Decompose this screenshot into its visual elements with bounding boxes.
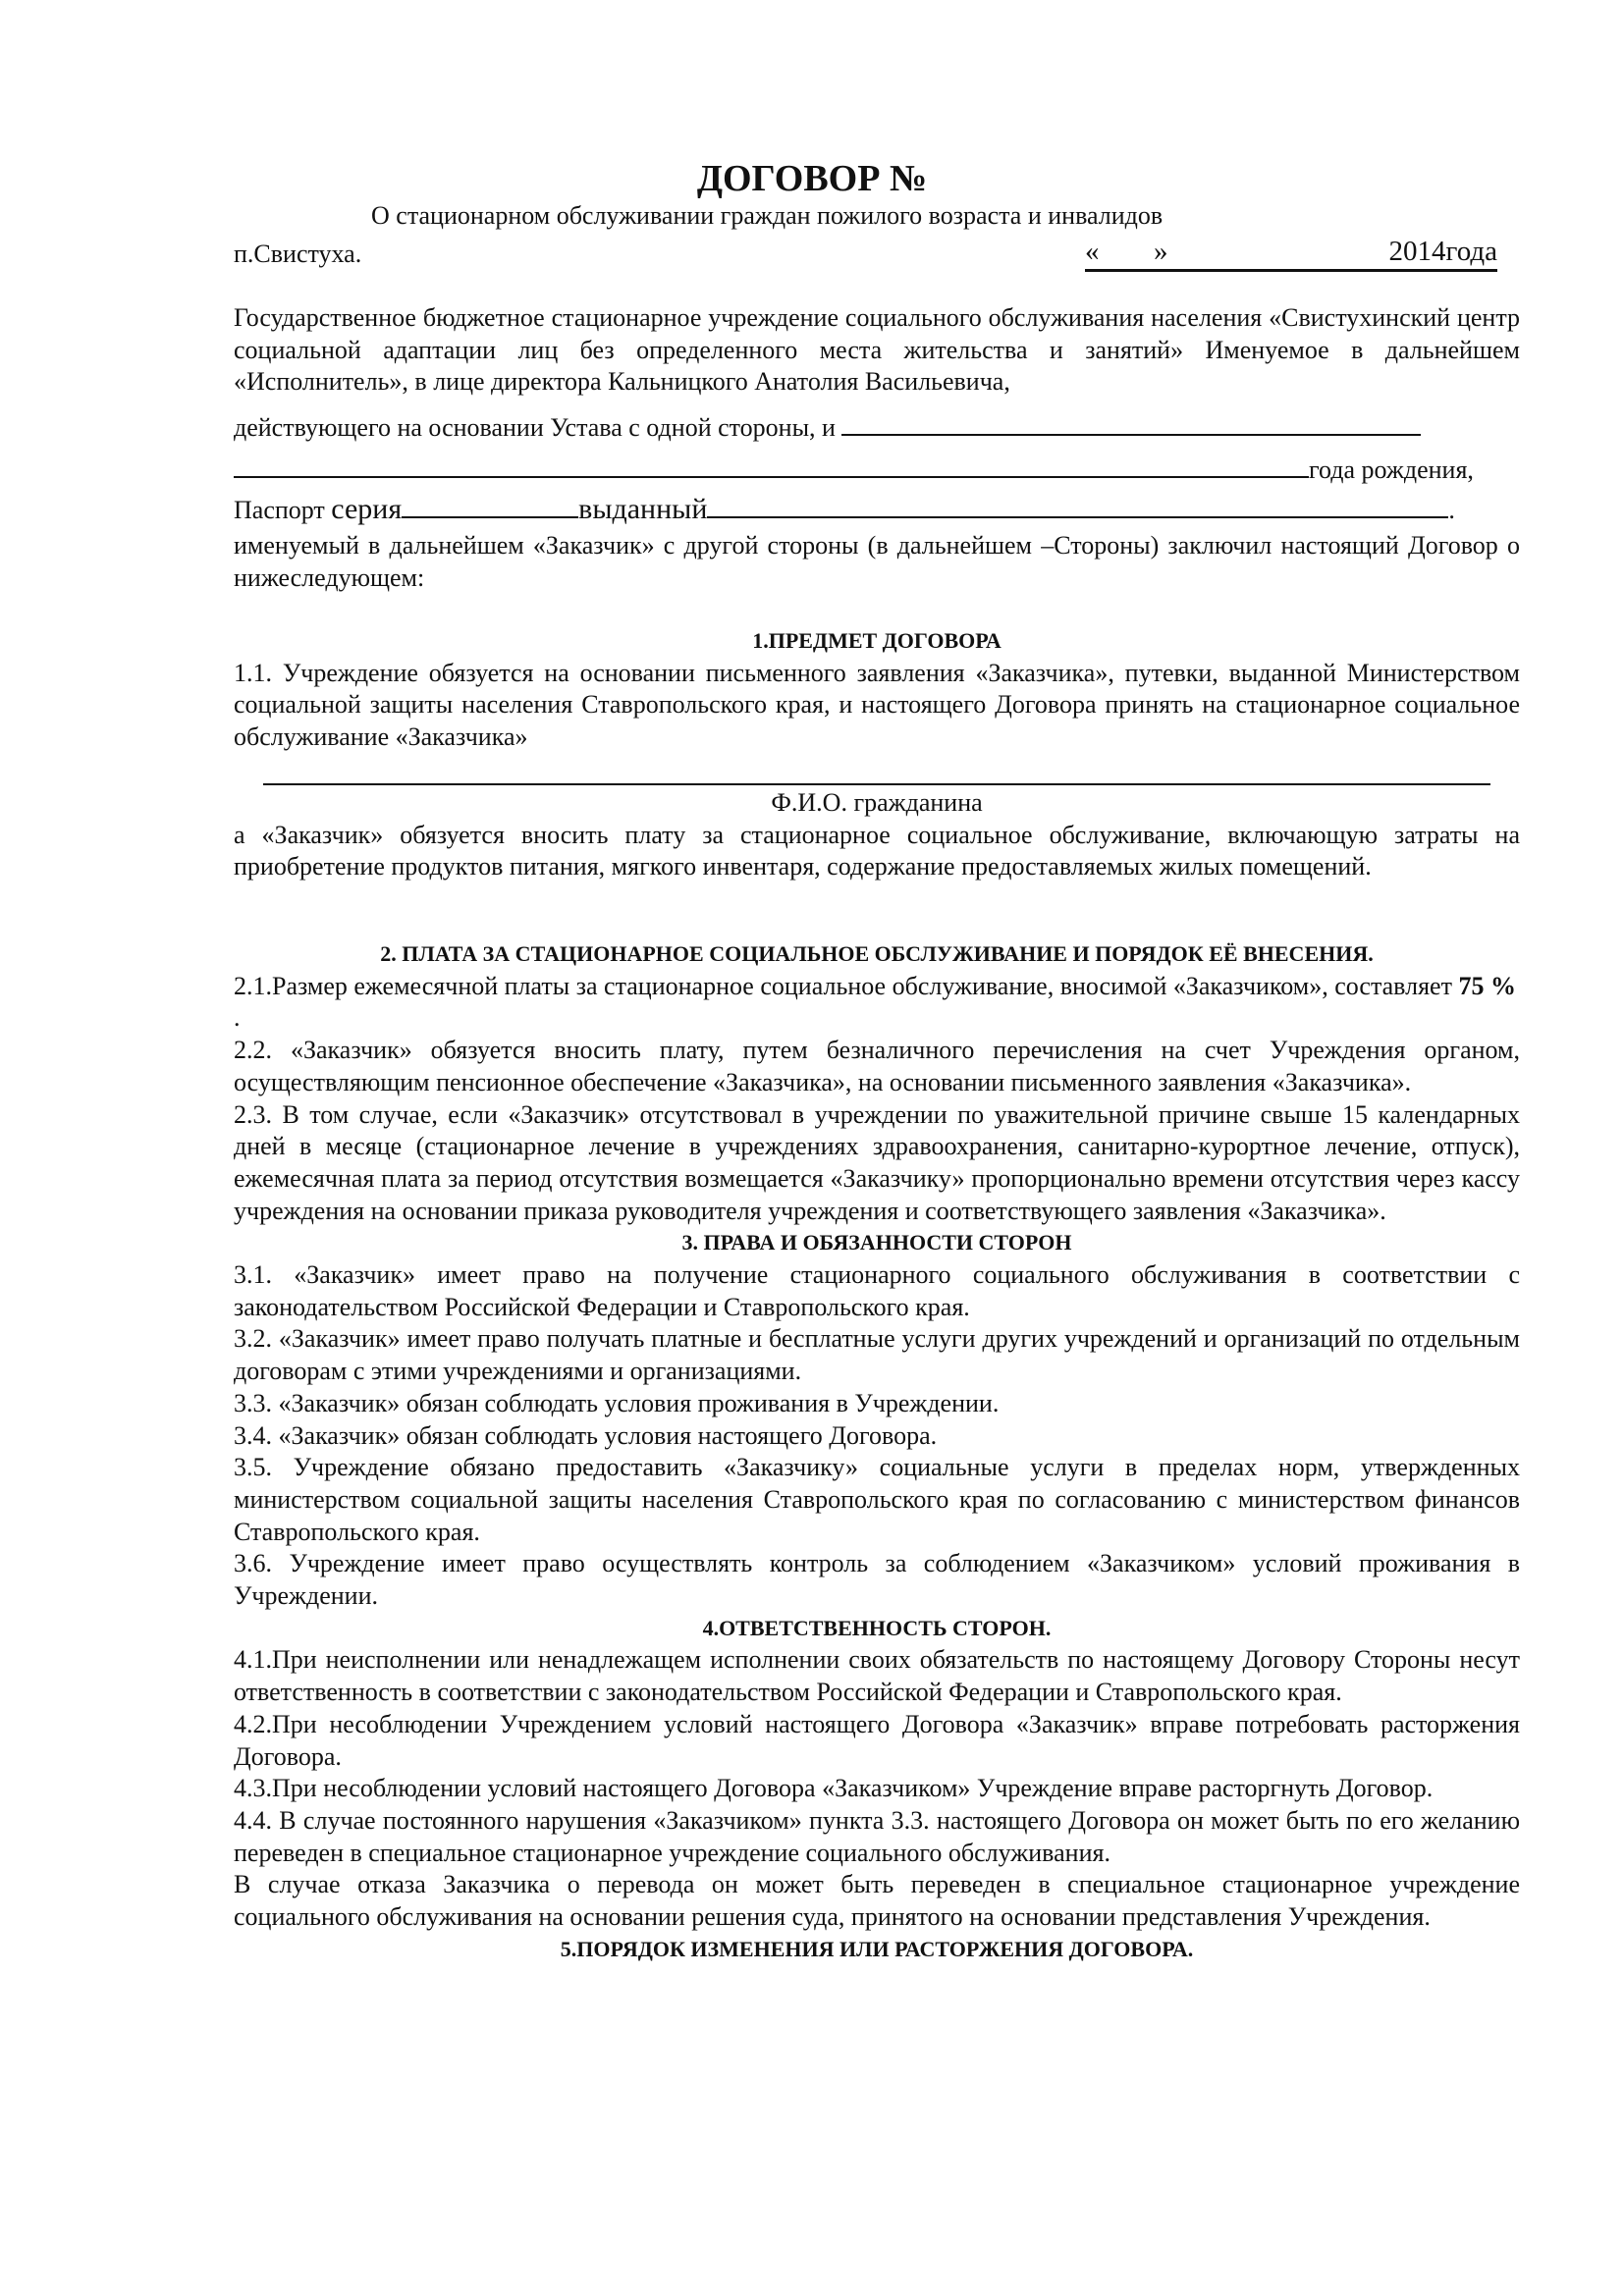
clause-4-4: 4.4. В случае постоянного нарушения «Заказчиком» пункта 3.3. настоящего Договора он может быть по его желанию переведен в специальное стационарное учреждение социального обслуживания.	[234, 1805, 1520, 1867]
clause-1-2: а «Заказчик» обязуется вносить плату за стационарное социальное обслуживание, включающую затраты на приобретение продуктов питания, мягкого инвентаря, содержание предоставляемых жилых помещений.	[234, 820, 1520, 881]
clause-3-1: 3.1. «Заказчик» имеет право на получение стационарного социального обслуживания в соответствии с законодательством Российской Федерации и Ставропольского края.	[234, 1260, 1520, 1321]
citizen-name-caption: Ф.И.О. гражданина	[771, 787, 983, 817]
section-1-heading: 1.ПРЕДМЕТ ДОГОВОРА	[752, 628, 1001, 653]
clause-2-2: 2.2. «Заказчик» обязуется вносить плату, путем безналичного перечисления на счет Учреждения органом, осуществляющим пенсионное обеспечение «Заказчика», на основании письменного заявления «Заказчика».	[234, 1036, 1520, 1096]
preamble-customer-text: именуемый в дальнейшем «Заказчик» с другой стороны (в дальнейшем –Стороны) заключил настоящий Договор о нижеследующем:	[234, 531, 1520, 592]
date-open-quote: «	[1085, 236, 1100, 267]
passport-label: Паспорт	[234, 496, 325, 524]
clause-3-5: 3.5. Учреждение обязано предоставить «Заказчику» социальные услуги в пределах норм, утвержденных министерством социальной защиты населения Ставропольского края по согласованию с министерством финансов Ставропольского края.	[234, 1453, 1520, 1546]
fee-percent: 75 %	[1458, 971, 1516, 1000]
preamble-line-3	[234, 454, 1520, 487]
document-subtitle: О стационарном обслуживании граждан пожилого возраста и инвалидов	[371, 201, 1164, 230]
clause-3-3: 3.3. «Заказчик» обязан соблюдать условия проживания в Учреждении.	[234, 1388, 1000, 1417]
date-field	[1085, 236, 1497, 272]
customer-name-blank	[841, 414, 1421, 436]
clause-2-3: 2.3. В том случае, если «Заказчик» отсутствовал в учреждении по уважительной причине свыше 15 календарных дней в месяце (стационарное лечение в учреждениях здравоохранения, санитарно-курортное лечение, отпуск), ежемесячная плата за период отсутствия возмещается «Заказчику» пропорционально времени отсутствия через кассу учреждения на основании приказа руководителя учреждения и соответствующего заявления «Заказчика».	[234, 1099, 1520, 1225]
section-4-heading: 4.ОТВЕТСТВЕННОСТЬ СТОРОН.	[702, 1615, 1052, 1640]
citizen-name-blank	[263, 775, 1490, 785]
preamble	[234, 302, 1520, 399]
clause-4-3: 4.3.При несоблюдении условий настоящего Договора «Заказчиком» Учреждение вправе расторгнуть Договор.	[234, 1774, 1434, 1803]
customer-name-blank-2	[234, 456, 1309, 478]
preamble-line-2	[234, 412, 1520, 445]
section-2-heading: 2. ПЛАТА ЗА СТАЦИОНАРНОЕ СОЦИАЛЬНОЕ ОБСЛУЖИВАНИЕ И ПОРЯДОК ЕЁ ВНЕСЕНИЯ.	[380, 941, 1374, 966]
birth-year-label: года рождения,	[1309, 455, 1474, 484]
sections-2-5	[234, 938, 1520, 1966]
section-3-heading: 3. ПРАВА И ОБЯЗАННОСТИ СТОРОН	[681, 1230, 1072, 1255]
clause-4-2: 4.2.При несоблюдении Учреждением условий настоящего Договора «Заказчик» вправе потребовать расторжения Договора.	[234, 1709, 1520, 1771]
clause-4-5: В случае отказа Заказчика о перевода он может быть переведен в специальное стационарное учреждение социального обслуживания на основании решения суда, принятого на основании представления Учреждения.	[234, 1870, 1520, 1932]
series-label: серия	[331, 493, 403, 525]
clause-3-4: 3.4. «Заказчик» обязан соблюдать условия настоящего Договора.	[234, 1420, 938, 1450]
preamble-customer	[234, 530, 1520, 594]
clause-3-2: 3.2. «Заказчик» имеет право получать платные и бесплатные услуги других учреждений и организаций по отдельным договорам с этими учреждениями и организациями.	[234, 1324, 1520, 1386]
preamble-basis: действующего на основании Устава с одной стороны, и	[234, 413, 836, 442]
issued-label: выданный	[578, 493, 708, 525]
preamble-party-executor: Государственное бюджетное стационарное учреждение социального обслуживания населения «Свистухинский центр социальной адаптации лиц без определенного места жительства и занятий» Именуемое в дальнейшем «Исполнитель», в лице директора Кальницкого Анатолия Васильевича,	[234, 303, 1520, 397]
issued-blank	[707, 497, 1448, 518]
clause-3-6: 3.6. Учреждение имеет право осуществлять контроль за соблюдением «Заказчиком» условий проживания в Учреждении.	[234, 1549, 1520, 1611]
section-5-heading: 5.ПОРЯДОК ИЗМЕНЕНИЯ ИЛИ РАСТОРЖЕНИЯ ДОГОВОРА.	[560, 1936, 1194, 1961]
series-blank	[402, 497, 578, 518]
date-close-quote: »	[1154, 236, 1168, 267]
clause-4-1: 4.1.При неисполнении или ненадлежащем исполнении своих обязательств по настоящему Договору Стороны несут ответственность в соответствии с законодательством Российской Федерации и Ставропольского края.	[234, 1645, 1520, 1707]
clause-2-1-text: 2.1.Размер ежемесячной платы за стационарное социальное обслуживание, вносимой «Заказчиком», составляет	[234, 971, 1452, 1000]
clause-1-1: 1.1. Учреждение обязуется на основании письменного заявления «Заказчика», путевки, выданной Министерством социальной защиты населения Ставропольского края, и настоящего Договора принять на стационарное социальное обслуживание «Заказчика»	[234, 658, 1520, 752]
passport-line: Паспорт серия выданный .	[234, 493, 1455, 525]
place: п.Свистуха.	[234, 240, 362, 268]
clause-2-1: 2.1.Размер ежемесячной платы за стационарное социальное обслуживание, вносимой «Заказчиком», составляет 75 % .	[234, 971, 1516, 1033]
section-1	[234, 625, 1520, 883]
document-title: ДОГОВОР №	[696, 158, 928, 199]
date-year: 2014года	[1388, 236, 1497, 267]
